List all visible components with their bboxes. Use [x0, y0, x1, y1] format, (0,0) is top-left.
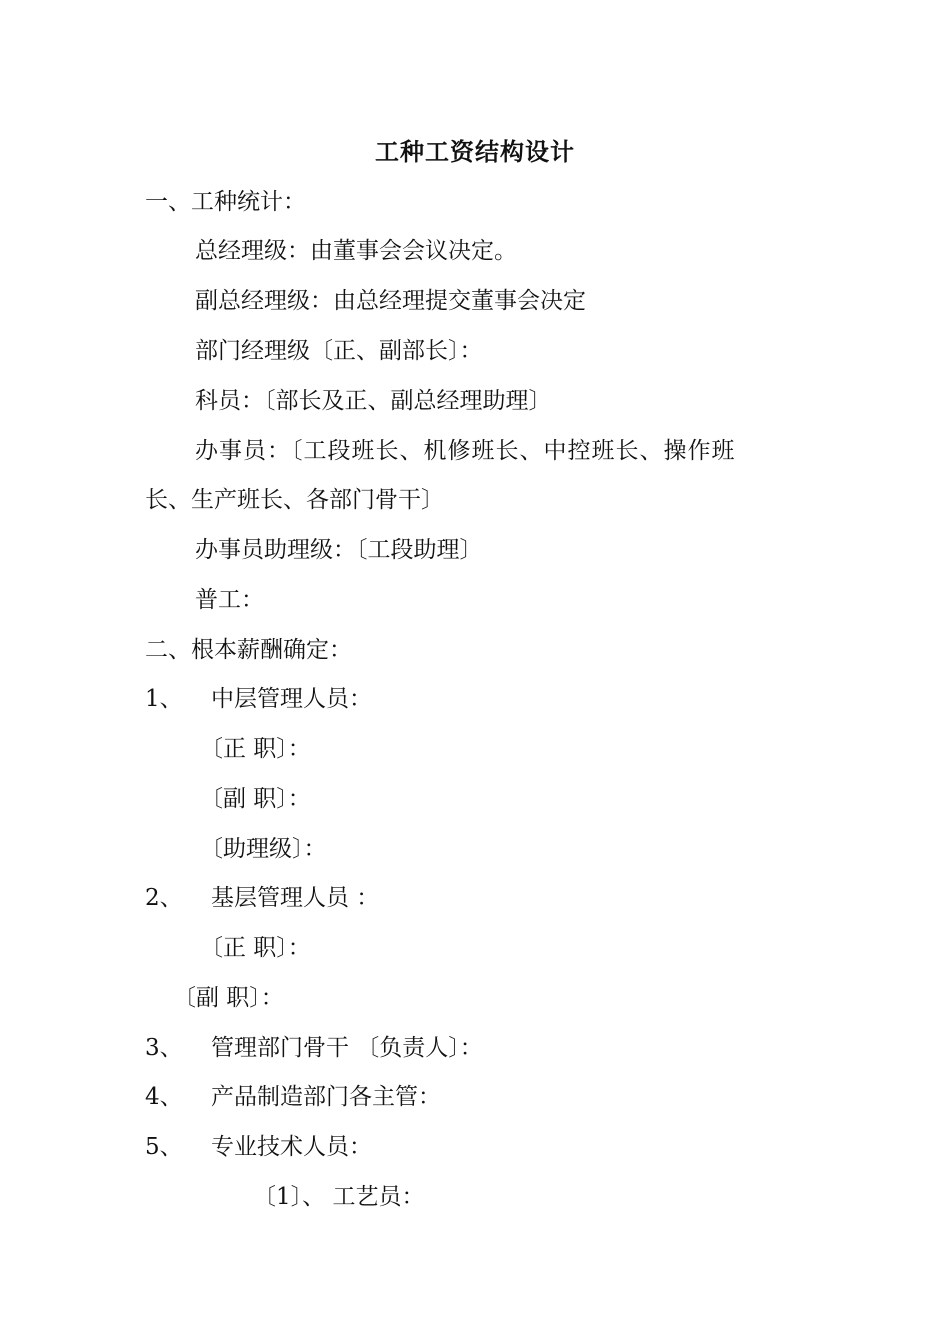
- line-office-assistant: 办事员助理级：〔工段助理〕: [195, 537, 483, 563]
- section-heading-job-stats: 一、工种统计：: [145, 189, 306, 215]
- list-text: 中层管理人员：: [211, 686, 372, 712]
- list-item-grassroots-management: [145, 881, 379, 915]
- list-text: 管理部门骨干 〔负责人〕：: [211, 1035, 483, 1061]
- line-middle-assistant: 〔助理级〕：: [200, 836, 327, 862]
- line-deputy-general-manager: 副总经理级：由总经理提交董事会决定: [195, 288, 586, 314]
- list-number: 3、: [145, 1035, 183, 1061]
- section-heading-base-pay: 二、根本薪酬确定：: [145, 637, 352, 663]
- list-number: 1、: [145, 686, 183, 712]
- list-item-production-supervisors: [145, 1080, 441, 1114]
- line-clerk: 科员：〔部长及正、副总经理助理〕: [195, 388, 552, 414]
- list-item-management-backbone: [145, 1031, 483, 1065]
- line-office-staff: 办事员：〔工段班长、机修班长、中控班长、操作班: [195, 438, 736, 464]
- line-grassroots-principal: 〔正 职〕：: [200, 935, 311, 961]
- list-number: 5、: [145, 1134, 183, 1160]
- line-middle-principal: 〔正 职〕：: [200, 736, 311, 762]
- list-number: 2、: [145, 885, 183, 911]
- line-general-worker: 普工：: [195, 587, 264, 613]
- list-text: 产品制造部门各主管：: [211, 1084, 441, 1110]
- line-general-manager: 总经理级：由董事会会议决定。: [195, 238, 517, 264]
- list-item-technical-staff: [145, 1130, 372, 1164]
- list-text: 专业技术人员：: [211, 1134, 372, 1160]
- list-item-middle-management: [145, 682, 372, 716]
- line-process-engineer: 〔1〕、 工艺员：: [253, 1184, 425, 1210]
- line-office-staff-continued: 长、生产班长、各部门骨干〕: [145, 487, 444, 513]
- line-grassroots-deputy: 〔副 职〕：: [173, 985, 284, 1011]
- line-middle-deputy: 〔副 职〕：: [200, 786, 311, 812]
- line-department-manager: 部门经理级〔正、副部长〕：: [195, 338, 483, 364]
- list-number: 4、: [145, 1084, 183, 1110]
- list-text: 基层管理人员 ：: [211, 885, 380, 911]
- document-title: 工种工资结构设计: [375, 137, 575, 166]
